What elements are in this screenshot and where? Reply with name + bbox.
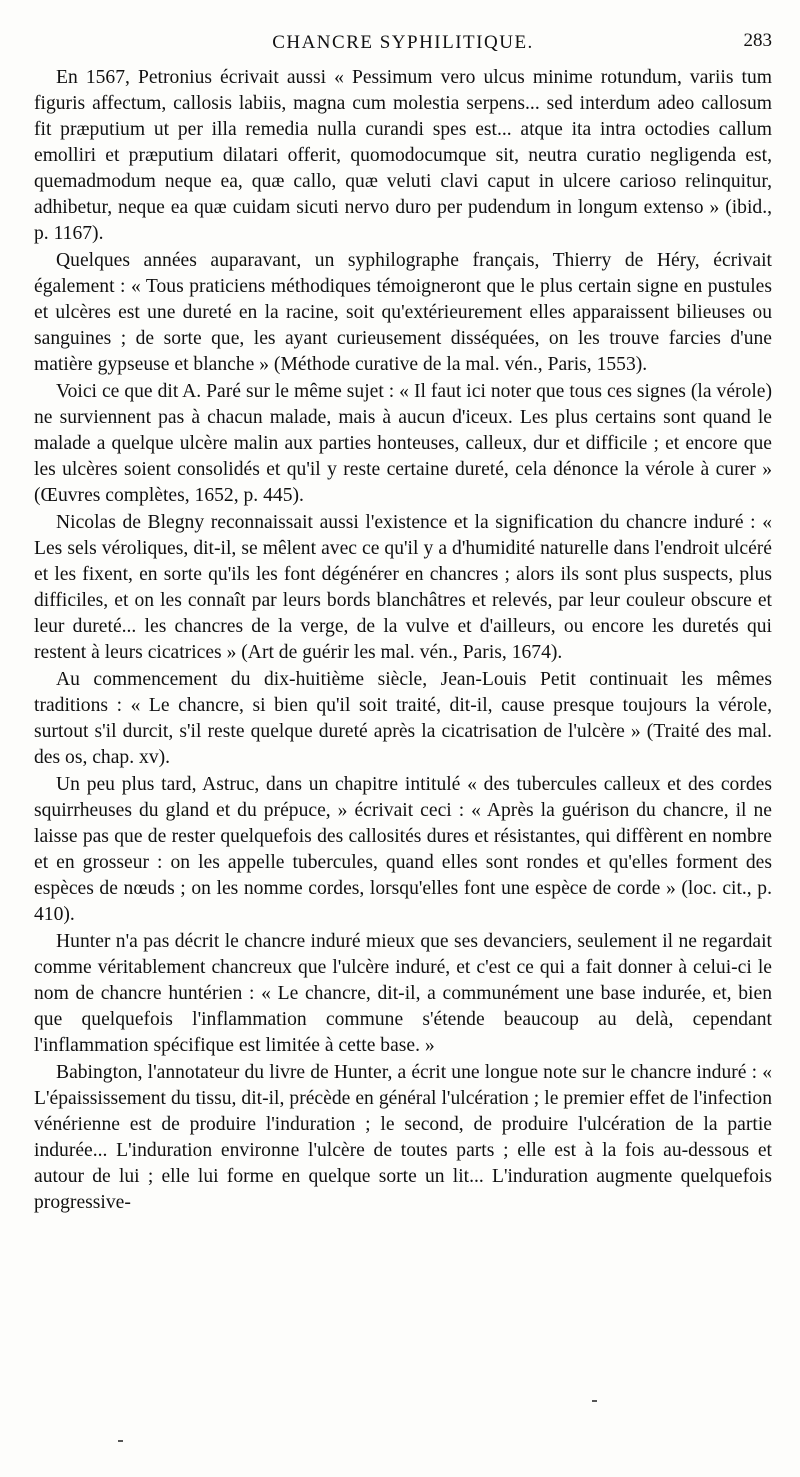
paragraph-hunter: Hunter n'a pas décrit le chancre induré mieux que ses devanciers, seulement il ne regardait comme véritablement chancreux que l'ulcère induré, et c'est ce qui a fait donner à celui-ci le nom de chancre huntérien : « Le chancre, dit-il, a communément une base indurée, et, bien que quelquefois l'inflammation commune s'étende beaucoup au delà, cependant l'inflammation spécifique est limitée à cette base. »	[34, 931, 772, 1056]
paragraph-jean-louis-petit: Au commencement du dix-huitième siècle, Jean-Louis Petit continuait les mêmes traditions : « Le chancre, si bien qu'il soit traité, dit-il, cause presque toujours la vérole, surtout s'il durcit, s'il reste quelque dureté après la cicatrisation de l'ulcère » (Traité des mal. des os, chap. xv).	[34, 669, 772, 768]
paragraph-astruc: Un peu plus tard, Astruc, dans un chapitre intitulé « des tubercules calleux et des cordes squirrheuses du gland et du prépuce, » écrivait ceci : « Après la guérison du chancre, il ne laisse pas que de rester quelquefois des callosités dures et résistantes, qui diffèrent en nombre et en grosseur : on les appelle tubercules, quand elles sont rondes et qu'elles forment des espèces de nœuds ; on les nomme cordes, lorsqu'elles font une espèce de corde » (loc. cit., p. 410).	[34, 774, 772, 925]
paragraph-babington: Babington, l'annotateur du livre de Hunter, a écrit une longue note sur le chancre induré : « L'épaississement du tissu, dit-il, précède en général l'ulcération ; le premier effet de l'infection vénérienne est de produire l'induration ; le second, de produire l'ulcération de la partie indurée... L'induration environne l'ulcère de toutes parts ; elle est à la fois au-dessous et autour de lui ; elle lui forme en quelque sorte un lit... L'induration augmente quelquefois progressive-	[34, 1062, 772, 1213]
paragraph-pare: Voici ce que dit A. Paré sur le même sujet : « Il faut ici noter que tous ces signes (la vérole) ne surviennent pas à chacun malade, mais à aucun d'iceux. Les plus certains sont quand le malade a quelque ulcère malin aux parties honteuses, calleux, dur et difficile ; et encore que les ulcères soient consolidés et qu'il y reste certaine dureté, cela dénonce la vérole à curer » (Œuvres complètes, 1652, p. 445).	[34, 381, 772, 506]
paragraph-petronius: En 1567, Petronius écrivait aussi « Pessimum vero ulcus minime rotundum, variis tum figuris affectum, callosis labiis, magna cum molestia serpens... sed interdum adeo callosum fit præputium ut per illa remedia nulla curandi spes est... atque ita intra octodies callum emolliri et præputium dilatari offerit, quomodocumque sit, neutra curatio negligenda est, quemadmodum neque ea, quæ callo, quæ veluti clavi caput in ulcere carioso relinquitur, adhibetur, neque ea quæ cuidam sicuti nervo duro per pudendum in longum extenso » (ibid., p. 1167).	[34, 67, 772, 244]
page-header	[34, 28, 772, 56]
page-number: 283	[743, 30, 772, 51]
paragraph-thierry-de-hery: Quelques années auparavant, un syphilographe français, Thierry de Héry, écrivait également : « Tous praticiens méthodiques témoigneront que le plus certain signe en pustules et ulcères est une dureté en la racine, soit qu'extérieurement elles apparaissent bilieuses ou sanguines ; de sorte que, les ayant curieusement disséquées, on les trouve farcies d'une matière gypseuse et blanche » (Méthode curative de la mal. vén., Paris, 1553).	[34, 250, 772, 375]
print-speck	[118, 1440, 123, 1442]
running-head: CHANCRE SYPHILITIQUE.	[272, 32, 534, 53]
print-speck	[592, 1400, 597, 1402]
body-text	[34, 65, 772, 1217]
paragraph-blegny: Nicolas de Blegny reconnaissait aussi l'existence et la signification du chancre induré : « Les sels véroliques, dit-il, se mêlent avec ce qu'il y a d'humidité naturelle dans l'endroit ulcéré et les fixent, en sorte qu'ils les font dégénérer en chancres ; alors ils sont plus suspects, plus difficiles, et on les connaît par leurs bords blanchâtres et relevés, par leur couleur obscure et leur dureté... les chancres de la verge, de la vulve et d'ailleurs, ou encore les duretés qui restent à leurs cicatrices » (Art de guérir les mal. vén., Paris, 1674).	[34, 512, 772, 663]
